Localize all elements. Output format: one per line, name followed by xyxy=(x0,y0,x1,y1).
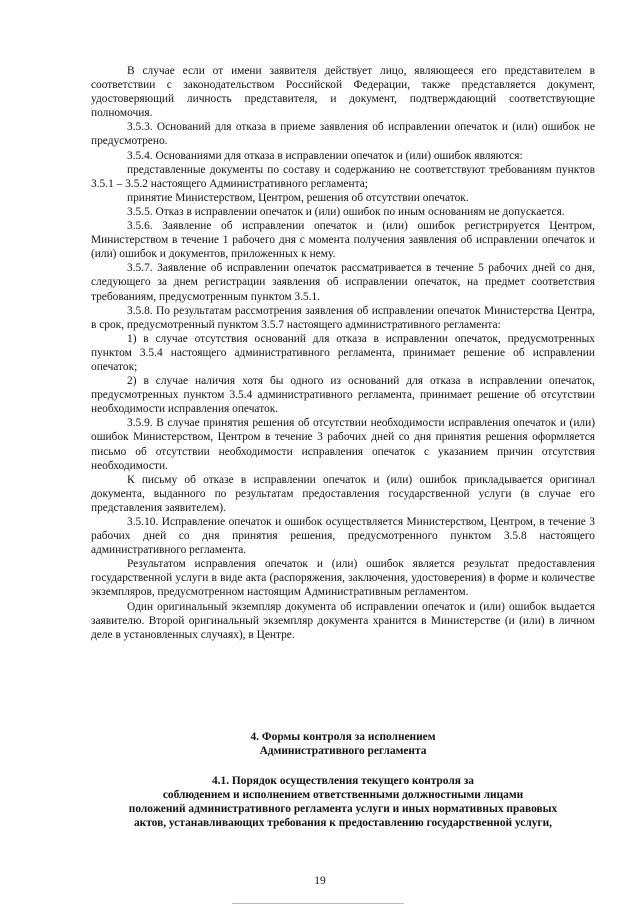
subsection-heading-line: 4.1. Порядок осуществления текущего контроля за xyxy=(211,775,474,787)
paragraph: принятие Министерством, Центром, решения об отсутствии опечаток. xyxy=(127,191,469,204)
paragraph: 3.5.7. Заявление об исправлении опечаток рассматривается в течение 5 рабочих дней со дня, следующего за днем регистрации заявления об исправлении опечаток, на предмет соответствия требованиям, предусмотренным пунктом 3.5.1. xyxy=(91,262,595,303)
bottom-divider xyxy=(232,903,404,904)
subsection-heading-line: актов, устанавливающих требования к предоставлению государственной услуги, xyxy=(133,817,553,830)
paragraph: 3.5.8. По результатам рассмотрения заявления об исправлении опечаток Министерства Центра, в срок, предусмотренный пунктом 3.5.7 настоящего административного регламента: xyxy=(91,304,595,331)
section-heading-line: Административного регламента xyxy=(259,745,427,758)
paragraph: 3.5.3. Оснований для отказа в приеме заявления об исправлении опечаток и (или) ошибок не предусмотрено. xyxy=(91,121,595,148)
section-heading xyxy=(91,730,595,758)
paragraph: 2) в случае наличия хотя бы одного из оснований для отказа в исправлении опечаток, предусмотренных пунктом 3.5.4 административного регламента, принимает решение об отсутствии необходимости исправления опечаток. xyxy=(91,375,595,416)
paragraph: 3.5.6. Заявление об исправлении опечаток и (или) ошибок регистрируется Центром, Министерством в течение 1 рабочего дня с момента получения заявления об исправлении опечаток и (или) ошибок и документов, приложенных к нему. xyxy=(91,220,595,261)
body-text xyxy=(91,64,595,642)
subsection-heading-line: положений административного регламента услуги и иных нормативных правовых xyxy=(128,803,558,816)
paragraph: 3.5.9. В случае принятия решения об отсутствии необходимости исправления опечаток и (или) ошибок Министерством, Центром в течение 3 рабочих дней со дня принятия решения оформляется письмо об отсутствии необходимости исправления опечаток с указанием причин отсутствия необходимости. xyxy=(91,417,595,472)
paragraph: Результатом исправления опечаток и (или) ошибок является результат предоставления государственной услуги в виде акта (распоряжения, заключения, удостоверения) в форме и количестве экземпляров, предусмотренном настоящим Административным регламентом. xyxy=(91,558,595,599)
paragraph: 3.5.10. Исправление опечаток и ошибок осуществляется Министерством, Центром, в течение 3 рабочих дней со дня принятия решения, предусмотренного пунктом 3.5.8 настоящего административного регламента. xyxy=(91,516,595,557)
subsection-heading-line: соблюдением и исполнением ответственными должностными лицами xyxy=(162,789,524,802)
section-heading-line: 4. Формы контроля за исполнением xyxy=(250,731,436,743)
paragraph: 3.5.5. Отказ в исправлении опечаток и (или) ошибок по иным основаниям не допускается. xyxy=(127,205,565,218)
paragraph: Один оригинальный экземпляр документа об исправлении опечаток и (или) ошибок выдается заявителю. Второй оригинальный экземпляр документа хранится в Министерстве (и (или) в личном деле в установленных случаях), в Центре. xyxy=(91,600,595,641)
paragraph: В случае если от имени заявителя действует лицо, являющееся его представителем в соответствии с законодательством Российской Федерации, также представляется документ, удостоверяющий личность представителя, и документ, подтверждающий соответствующие полномочия. xyxy=(91,65,595,120)
paragraph: 1) в случае отсутствия оснований для отказа в исправлении опечаток, предусмотренных пунктом 3.5.4 настоящего административного регламента, принимает решение об исправлении опечаток; xyxy=(91,332,595,373)
paragraph: представленные документы по составу и содержанию не соответствуют требованиям пунктов 3.5.1 – 3.5.2 настоящего Административного регламента; xyxy=(91,163,595,190)
paragraph: К письму об отказе в исправлении опечаток и (или) ошибок прикладывается оригинал документа, выданного по результатам предоставления государственной услуги (в случае его представления заявителем). xyxy=(91,473,595,514)
page-number: 19 xyxy=(314,875,326,887)
paragraph: 3.5.4. Основаниями для отказа в исправлении опечаток и (или) ошибок являются: xyxy=(127,149,523,162)
subsection-heading xyxy=(91,774,595,830)
